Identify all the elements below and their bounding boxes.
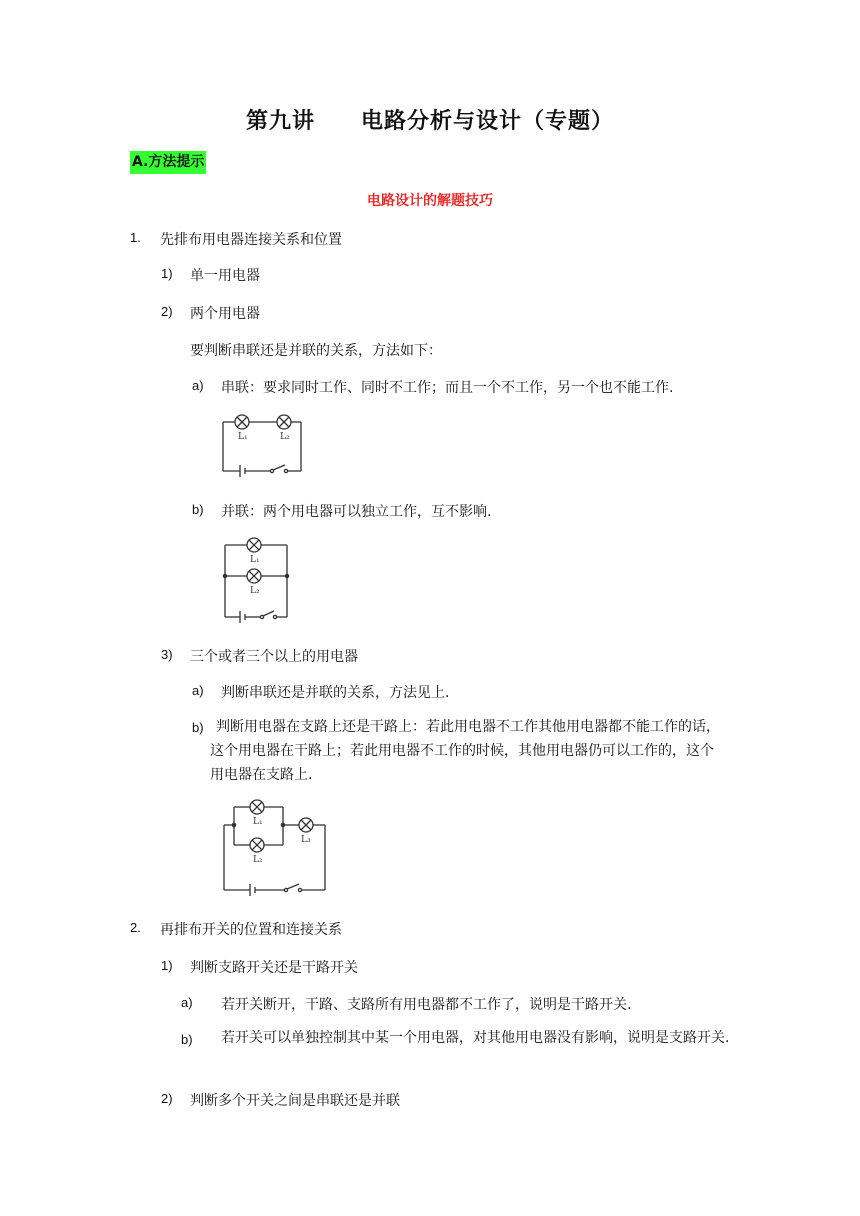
- mixed-circuit-diagram: [222, 797, 328, 895]
- item-number: a): [192, 683, 204, 698]
- item-text: 若开关可以单独控制其中某一个用电器，对其他用电器没有影响，说明是支路开关.: [221, 1030, 730, 1046]
- lamp-label: L₁: [250, 555, 260, 565]
- lamp-label: L₃: [301, 835, 311, 845]
- item-number: 1.: [130, 230, 141, 245]
- lamp-label: L₁: [238, 432, 248, 442]
- lamp-label: L₂: [253, 855, 263, 865]
- item-number: 3): [161, 647, 173, 662]
- item-number: 1): [161, 958, 173, 973]
- lamp-label: L₂: [250, 586, 260, 596]
- lamp-label: L₂: [280, 432, 290, 442]
- parallel-circuit-diagram: [222, 535, 292, 620]
- item-number: 1): [161, 266, 173, 281]
- item-number: b): [181, 1032, 193, 1047]
- lamp-label: L₁: [253, 817, 263, 827]
- item-text: 判断串联还是并联的关系，方法见上.: [221, 685, 450, 701]
- item-number: a): [181, 995, 193, 1010]
- item-number: 2): [161, 1091, 173, 1106]
- item-note: 要判断串联还是并联的关系，方法如下：: [190, 343, 442, 359]
- item-text: 单一用电器: [190, 268, 260, 284]
- item-text: 先排布用电器连接关系和位置: [160, 232, 342, 248]
- item-number: b): [192, 502, 204, 517]
- item-text: 三个或者三个以上的用电器: [190, 649, 358, 665]
- item-text: 判断用电器在支路上还是干路上：若此用电器不工作其他用电器都不能工作的话，这个用电器在干路上；若此用电器不工作的时候，其他用电器仍可以工作的，这个用电器在支路上.: [210, 719, 720, 783]
- item-text: 判断多个开关之间是串联还是并联: [190, 1093, 400, 1109]
- item-text: 并联：两个用电器可以独立工作，互不影响.: [221, 504, 492, 520]
- page-title: 第九讲 电路分析与设计（专题）: [245, 109, 614, 134]
- item-number: 2.: [130, 920, 141, 935]
- item-text: 若开关断开，干路、支路所有用电器都不工作了，说明是干路开关.: [221, 997, 632, 1013]
- section-tag: A.方法提示: [130, 151, 206, 174]
- item-number: a): [192, 378, 204, 393]
- item-text: 两个用电器: [190, 306, 260, 322]
- item-text: 再排布开关的位置和连接关系: [160, 922, 342, 938]
- item-number: b): [192, 720, 204, 735]
- item-text: 串联：要求同时工作、同时不工作；而且一个不工作，另一个也不能工作.: [221, 380, 674, 396]
- series-circuit-diagram: [222, 410, 304, 476]
- item-text: 判断支路开关还是干路开关: [190, 960, 358, 976]
- section-subtitle: 电路设计的解题技巧: [367, 193, 493, 209]
- item-number: 2): [161, 304, 173, 319]
